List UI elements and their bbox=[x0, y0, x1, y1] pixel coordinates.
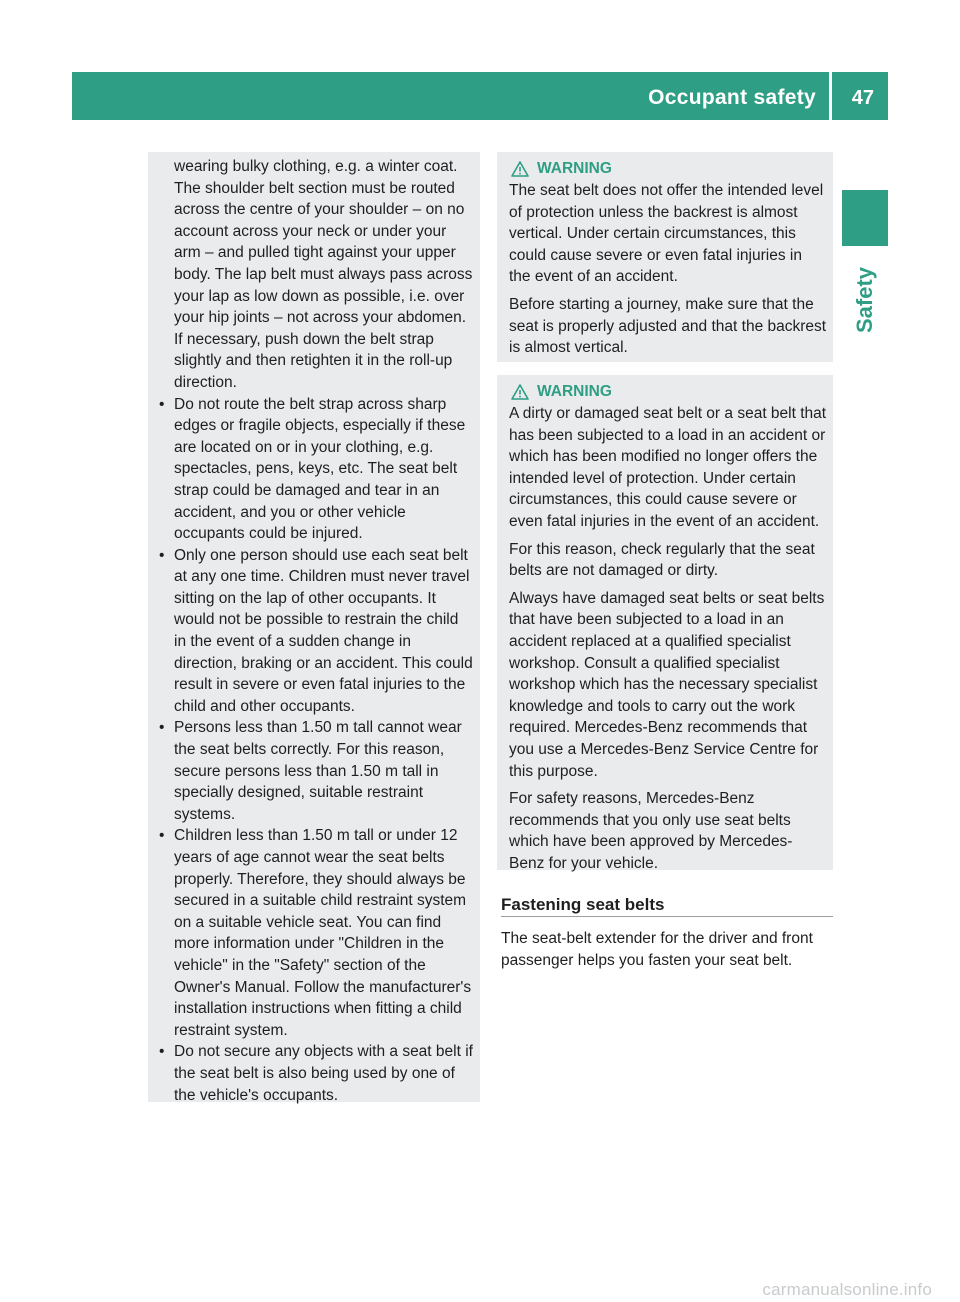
warning-paragraph: For this reason, check regularly that the seat belts are not damaged or dirty. bbox=[509, 540, 815, 580]
list-item bbox=[158, 545, 474, 718]
bullet-dot: • bbox=[159, 395, 165, 413]
page-number: 47 bbox=[851, 87, 874, 109]
warning-heading: WARNING bbox=[537, 383, 612, 400]
page-header-bar bbox=[72, 72, 888, 120]
warning-paragraph: For safety reasons, Mercedes-Benz recommends that you only use seat belts which have been approved by Mercedes-Benz for your vehicle. bbox=[509, 790, 793, 872]
warning-paragraph: The seat belt does not offer the intended level of protection unless the backrest is almost vertical. Under certain circumstances, this could cause severe or even fatal injuries in the event of an accident. bbox=[509, 182, 824, 286]
side-tab-marker bbox=[842, 190, 888, 246]
list-item-text: Do not route the belt strap across sharp edges or fragile objects, especially if these are located on or in your clothing, e.g. spectacles, pens, keys, etc. The seat belt strap could be damaged and tear in an accident, and you or other vehicle occupants could be injured. bbox=[174, 395, 466, 543]
warning-heading-row bbox=[511, 381, 827, 403]
list-item-text: Children less than 1.50 m tall or under 12 years of age cannot wear the seat belts properly. Therefore, they should always be secured in a suitable child restraint system on a suitable vehicle seat. You can find more information under "Children in the vehicle" in the "Safety" section of the Owner's Manual. Follow the manufacturer's installation instructions when fitting a child restraint system. bbox=[174, 827, 472, 1039]
list-item-text: Persons less than 1.50 m tall cannot wear the seat belts correctly. For this reason, secure persons less than 1.50 m tall in specially designed, suitable restraint systems. bbox=[174, 719, 462, 823]
list-item-text: Do not secure any objects with a seat belt if the seat belt is also being used by one of the vehicle's occupants. bbox=[174, 1043, 473, 1104]
section-body: The seat-belt extender for the driver and front passenger helps you fasten your seat belt. bbox=[501, 930, 813, 969]
footer-watermark: carmanualsonline.info bbox=[762, 1280, 932, 1299]
list-item bbox=[158, 1041, 474, 1106]
side-tab-label: Safety bbox=[852, 266, 877, 334]
bullet-dot: • bbox=[159, 719, 165, 737]
bullet-dot: • bbox=[159, 827, 165, 845]
bullet-dot: • bbox=[159, 1043, 165, 1061]
list-item bbox=[158, 825, 474, 1041]
warning-paragraph: A dirty or damaged seat belt or a seat belt that has been subjected to a load in an accident or which has been modified no longer offers the intended level of protection. Under certain circumstances, this could cause severe or even fatal injuries in the event of an accident. bbox=[509, 405, 827, 530]
warning-heading-row bbox=[511, 158, 827, 180]
warning-paragraph: Before starting a journey, make sure that the seat is properly adjusted and that the backrest is almost vertical. bbox=[509, 295, 827, 357]
warning-triangle-icon bbox=[511, 384, 529, 400]
continued-paragraph: wearing bulky clothing, e.g. a winter coat. The shoulder belt section must be routed across the centre of your shoulder – on no account across your neck or under your arm – and pulled tight against your upper body. The lap belt must always pass across your lap as low down as possible, i.e. over your hip joints – not across your abdomen. If necessary, push down the belt strap slightly and then retighten it in the roll-up direction. bbox=[174, 158, 473, 391]
warning-heading: WARNING bbox=[537, 160, 612, 177]
list-item bbox=[158, 717, 474, 825]
header-separator bbox=[829, 72, 832, 120]
header-title: Occupant safety bbox=[648, 86, 816, 109]
bullet-list bbox=[158, 394, 474, 1107]
bullet-dot: • bbox=[159, 546, 165, 564]
warning-triangle-icon bbox=[511, 161, 529, 177]
section-heading: Fastening seat belts bbox=[501, 895, 665, 914]
continued-warning-panel bbox=[148, 152, 480, 1102]
section-divider bbox=[501, 916, 833, 917]
warning-panel-backrest bbox=[497, 152, 833, 362]
warning-paragraph: Always have damaged seat belts or seat belts that have been subjected to a load in an accident replaced at a qualified specialist workshop. Consult a qualified specialist workshop which has the necessary specialist knowledge and tools to carry out the work required. Mercedes-Benz recommends that you use a Mercedes-Benz Service Centre for this purpose. bbox=[509, 589, 825, 780]
list-item bbox=[158, 394, 474, 545]
list-item-text: Only one person should use each seat belt at any one time. Children must never travel sitting on the lap of other occupants. It would not be possible to restrain the child in the event of a sudden change in direction, braking or an accident. This could result in severe or even fatal injuries to the child and other occupants. bbox=[174, 546, 473, 715]
warning-panel-damaged-belt bbox=[497, 375, 833, 870]
